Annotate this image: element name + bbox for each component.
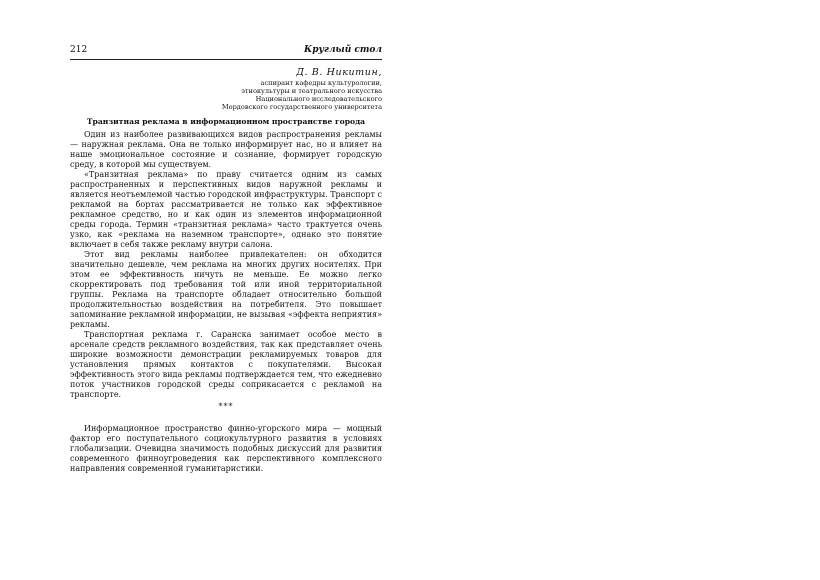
book-page	[70, 44, 382, 474]
body-paragraph: Один из наиболее развивающихся видов распространения рекламы — наружная реклама. Она не только информирует нас, но и влияет на наше эмоциональное состояние и сознание, формирует городскую среду, в которой мы существуем.	[70, 130, 382, 169]
affiliation-line: аспирант кафедры культурологии,	[260, 79, 382, 87]
page-number: 212	[70, 45, 88, 55]
affiliation-line: этнокультуры и театрального искусства	[241, 87, 382, 95]
running-head	[70, 44, 382, 60]
affiliation-line: Мордовского государственного университета	[221, 103, 382, 111]
body-paragraph: Транспортная реклама г. Саранска занимает особое место в арсенале средств рекламного воздействия, так как представляет очень широкие возможности демонстрации рекламируемых товаров для установления прямых контактов с покупателями. Высокая эффективность этого вида рекламы подтверждается тем, что ежедневно поток участников городской среды соприкасается с рекламой на транспорте.	[70, 330, 382, 399]
closing-paragraph: Информационное пространство финно-угорского мира — мощный фактор его поступательного социокультурного развития в условиях глобализации. Очевидна значимость подобных дискуссий для развития современного финноугроведения как перспективного комплексного направления современной гуманитаристики.	[70, 424, 382, 473]
author-block	[70, 67, 382, 111]
section-separator: ***	[218, 402, 234, 411]
section-title: Круглый стол	[304, 45, 382, 55]
affiliation-line: Национального исследовательского	[255, 95, 382, 103]
author-name: Д. В. Никитин,	[296, 67, 382, 78]
body-paragraph: «Транзитная реклама» по праву считается одним из самых распространенных и перспективных видов наружной рекламы и является неотъемлемой частью городской инфраструктуры. Транспорт с рекламой на бортах рассматривается не только как эффективное рекламное средство, но и как один из элементов информационной среды города. Термин «транзитная реклама» часто трактуется очень узко, как «реклама на наземном транспорте», однако это понятие включает в себя также рекламу внутри салона.	[70, 170, 382, 249]
article-title: Транзитная реклама в информационном пространстве города	[86, 117, 366, 126]
body-paragraph: Этот вид рекламы наиболее привлекателен: он обходится значительно дешевле, чем реклама на многих других носителях. При этом ее эффективность ничуть не меньше. Ее можно легко скорректировать под требования той или иной территориальной группы. Реклама на транспорте обладает относительно большой продолжительностью воздействия на потребителя. Это повышает запоминание рекламной информации, не вызывая «эффекта неприятия» рекламы.	[70, 250, 382, 329]
